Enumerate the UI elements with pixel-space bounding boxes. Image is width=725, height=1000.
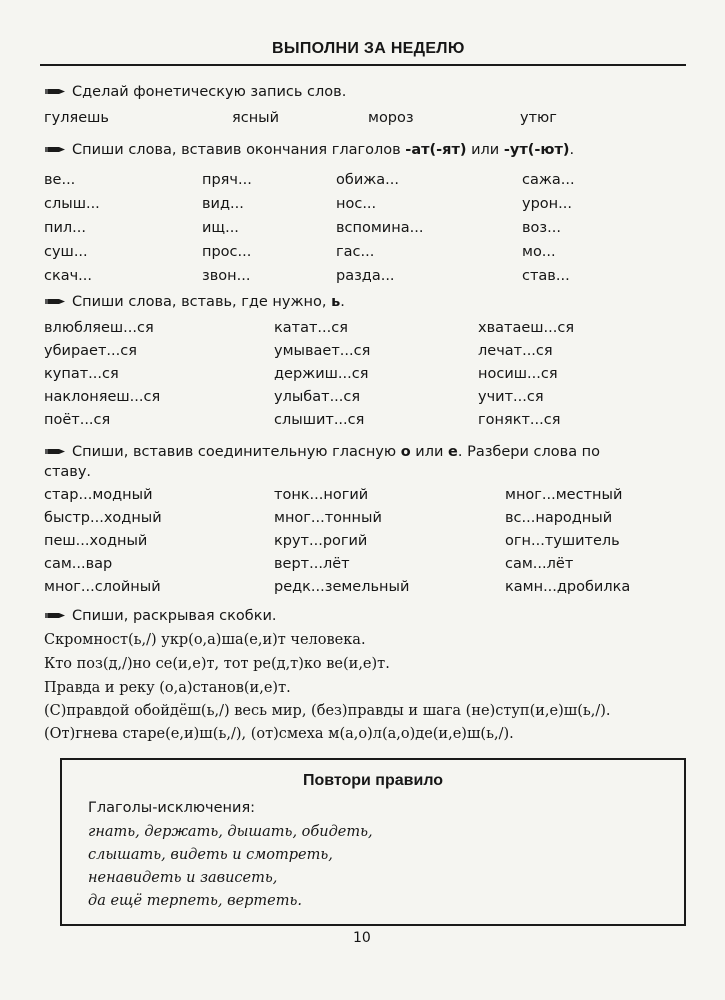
word: мног...тонный — [274, 510, 382, 526]
word: поёт...ся — [44, 412, 111, 428]
word: умывает...ся — [274, 343, 371, 359]
word: лечат...ся — [478, 343, 553, 359]
proverb-line: (С)правдой обойдёш(ь,/) весь мир, (без)правды и шага (не)ступ(и,е)ш(ь,/). — [44, 703, 611, 719]
word: мо... — [522, 244, 556, 260]
word: гуляешь — [44, 110, 109, 126]
word: обижа... — [336, 172, 400, 188]
word: разда... — [336, 268, 395, 284]
word: нос... — [336, 196, 377, 212]
rule-line: слышать, видеть и смотреть, — [88, 847, 333, 863]
word: пряч... — [202, 172, 252, 188]
word: пил... — [44, 220, 86, 236]
pencil-icon — [44, 296, 68, 307]
word: мног...слойный — [44, 579, 161, 595]
word: хватаеш...ся — [478, 320, 575, 336]
word: воз... — [522, 220, 561, 236]
header-title: ВЫПОЛНИ ЗА НЕДЕЛЮ — [272, 40, 465, 57]
word: камн...дробилка — [505, 579, 631, 595]
word: прос... — [202, 244, 252, 260]
word: улыбат...ся — [274, 389, 361, 405]
word: мног...местный — [505, 487, 623, 503]
word: огн...тушитель — [505, 533, 620, 549]
proverb-line: Кто поз(д,/)но се(и,е)т, тот ре(д,т)ко ве(и,е)т. — [44, 656, 390, 672]
header-rule — [40, 64, 686, 66]
word: ищ... — [202, 220, 239, 236]
task4-instruction: Спиши, вставив соединительную гласную о или е. Разбери слова по — [44, 442, 684, 462]
word: тонк...ногий — [274, 487, 369, 503]
proverb-line: (От)гнева старе(е,и)ш(ь,/), (от)смеха м(а,о)л(а,о)де(и,е)ш(ь,/). — [44, 726, 514, 742]
rule-box — [60, 758, 686, 926]
rule-line: гнать, держать, дышать, обидеть, — [88, 824, 373, 840]
word: носиш...ся — [478, 366, 558, 382]
word: став... — [522, 268, 570, 284]
rule-intro: Глаголы-исключения: — [88, 800, 256, 816]
task1-words — [44, 110, 694, 130]
word: влюбляеш...ся — [44, 320, 154, 336]
rule-line: да ещё терпеть, вертеть. — [88, 893, 303, 909]
word: верт...лёт — [274, 556, 350, 572]
word: суш... — [44, 244, 88, 260]
pencil-icon — [44, 610, 68, 621]
word: пеш...ходный — [44, 533, 148, 549]
word: наклоняеш...ся — [44, 389, 161, 405]
word: редк...земельный — [274, 579, 410, 595]
pencil-icon — [44, 144, 68, 155]
word: урон... — [522, 196, 572, 212]
rule-title: Повтори правило — [302, 772, 444, 789]
word: слышит...ся — [274, 412, 365, 428]
word: вид... — [202, 196, 244, 212]
word: стар...модный — [44, 487, 153, 503]
word: держиш...ся — [274, 366, 369, 382]
page-number: 10 — [353, 930, 371, 946]
word: катат...ся — [274, 320, 348, 336]
word: скач... — [44, 268, 93, 284]
word: быстр...ходный — [44, 510, 162, 526]
rule-line: ненавидеть и зависеть, — [88, 870, 278, 886]
proverb-line: Правда и реку (о,а)станов(и,е)т. — [44, 680, 291, 696]
word: сажа... — [522, 172, 575, 188]
word: слыш... — [44, 196, 100, 212]
pencil-icon — [44, 86, 68, 97]
word: крут...рогий — [274, 533, 368, 549]
word: сам...лёт — [505, 556, 574, 572]
task5-instruction: Спиши, раскрывая скобки. — [44, 606, 277, 626]
task3-instruction: Спиши слова, вставь, где нужно, ь. — [44, 292, 345, 312]
word: мороз — [368, 110, 414, 126]
word: вспомина... — [336, 220, 424, 236]
word: учит...ся — [478, 389, 544, 405]
task4-instruction-cont: ставу. — [44, 464, 92, 480]
word: звон... — [202, 268, 251, 284]
word: утюг — [520, 110, 557, 126]
word: ясный — [232, 110, 280, 126]
pencil-icon — [44, 446, 68, 457]
proverb-line: Скромност(ь,/) укр(о,а)ша(е,и)т человека. — [44, 632, 366, 648]
word: убирает...ся — [44, 343, 137, 359]
task2-instruction: Спиши слова, вставив окончания глаголов -ат(-ят) или -ут(-ют). — [44, 140, 574, 160]
word: купат...ся — [44, 366, 119, 382]
word: вс...народный — [505, 510, 613, 526]
word: гас... — [336, 244, 375, 260]
task1-instruction: Сделай фонетическую запись слов. — [44, 82, 346, 102]
word: сам...вар — [44, 556, 113, 572]
word: гонякт...ся — [478, 412, 561, 428]
word: ве... — [44, 172, 76, 188]
